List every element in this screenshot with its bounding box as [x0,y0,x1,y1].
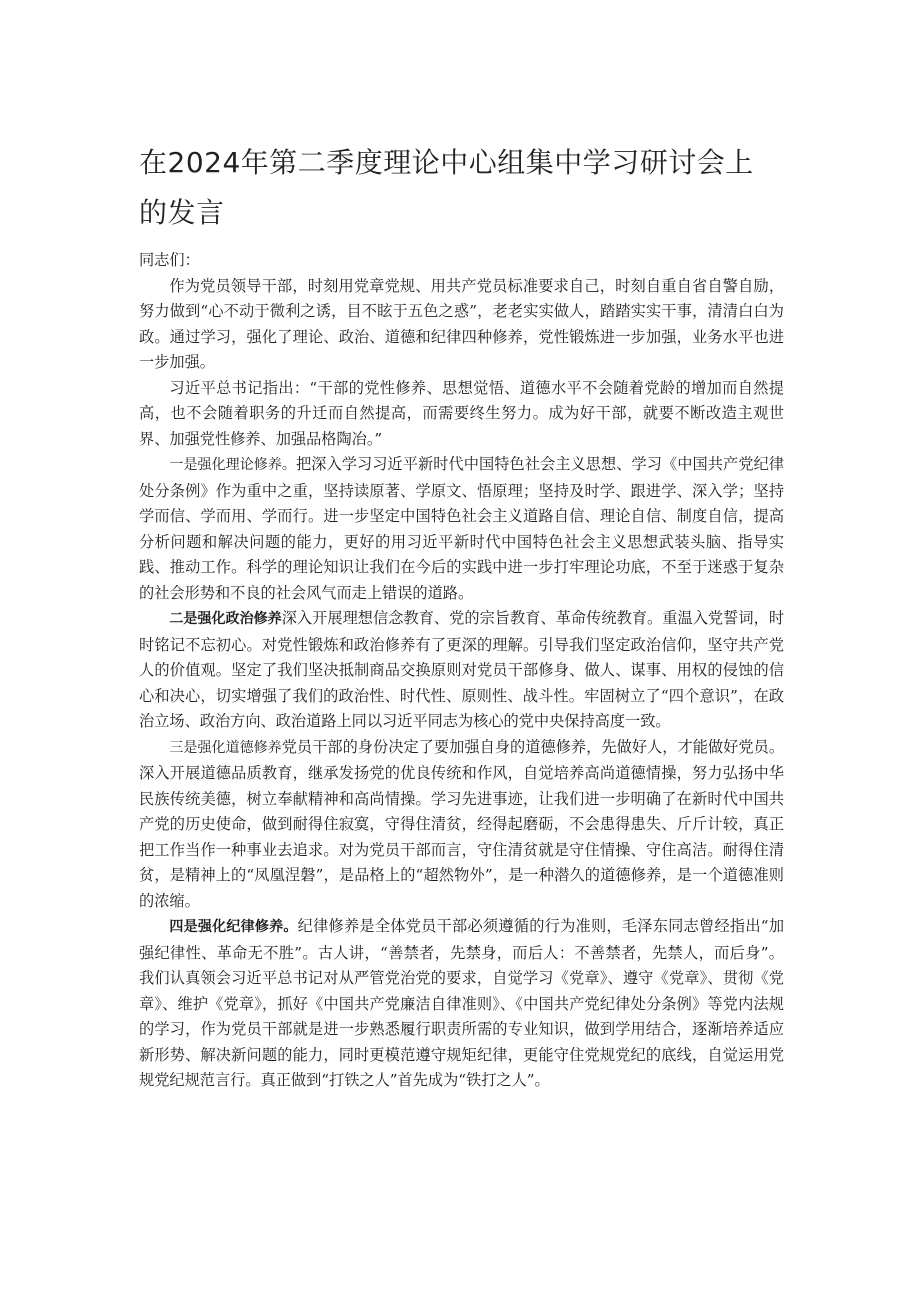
paragraph-theory [139,452,784,606]
paragraph-text: 深入开展理想信念教育、党的宗旨教育、革命传统教育。重温入党誓词，时时铭记不忘初心。对党性锻炼和政治修养有了更深的理解。引导我们坚定政治信仰，坚守共产党人的价值观。坚定了我们坚决抵制商品交换原则对党员干部修身、做人、谋事、用权的侵蚀的信心和决心，切实增强了我们的政治性、时代性、原则性、战斗性。牢固树立了“四个意识”，在政治立场、政治方向、政治道路上同以习近平同志为核心的党中央保持高度一致。 [139,609,785,730]
paragraph-morality [139,735,784,915]
paragraph-quote [139,376,784,453]
document-title: 在2024年第二季度理论中心组集中学习研讨会上的发言 [139,146,754,229]
salutation: 同志们： [139,251,200,269]
paragraph-discipline [139,914,784,1094]
paragraph-lead: 四是强化纪律修养。 [169,919,298,935]
paragraph-text: 习近平总书记指出：“干部的党性修养、思想觉悟、道德水平不会随着党龄的增加而自然提高，也不会随着职务的升迁而自然提高，而需要终生努力。成为好干部，就要不断改造主观世界、加强党性修养、加强品格陶冶。” [139,378,784,448]
paragraph-politics [139,606,784,735]
paragraph-text: 作为党员领导干部，时刻用党章党规、用共产党员标准要求自己，时刻自重自省自警自励，努力做到“心不动于微利之诱，目不眩于五色之惑”，老老实实做人，踏踏实实干事，清清白白为政。通过学习，强化了理论、政治、道德和纪律四种修养，党性锻炼进一步加强，业务水平也进一步加强。 [139,276,784,371]
paragraph-lead: 一是强化理论修养。 [169,457,296,473]
paragraph-lead: 二是强化政治修养 [169,611,282,627]
document-body [139,248,784,1094]
paragraph-lead: 三是强化道德修养 [169,739,282,756]
paragraph-text: 纪律修养是全体党员干部必须遵循的行为准则，毛泽东同志曾经指出“加强纪律性、革命无不胜”。古人讲，“善禁者，先禁身，而后人：不善禁者，先禁人，而后身”。我们认真领会习近平总书记对从严管党治党的要求，自觉学习《党章》、遵守《党章》、贯彻《党章》、维护《党章》，抓好《中国共产党廉洁自律准则》、《中国共产党纪律处分条例》等党内法规的学习，作为党员干部就是进一步熟悉履行职责所需的专业知识，做到学用结合，逐渐培养适应新形势、解决新问题的能力，同时更模范遵守规矩纪律，更能守住党规党纪的底线，自觉运用党规党纪规范言行。真正做到“打铁之人”首先成为“铁打之人”。 [139,917,785,1089]
paragraph-intro [139,274,784,376]
paragraph-text: 党员干部的身份决定了要加强自身的道德修养，先做好人，才能做好党员。深入开展道德品质教育，继承发扬党的优良传统和作风，自觉培养高尚道德情操，努力弘扬中华民族传统美德，树立奉献精神和高尚情操。学习先进事迹，让我们进一步明确了在新时代中国共产党的历史使命，做到耐得住寂寞，守得住清贫，经得起磨砺，不会患得患失、斤斤计较，真正把工作当作一种事业去追求。对为党员干部而言，守住清贫就是守住情操、守住高洁。耐得住清贫，是精神上的“凤凰涅磐”，是品格上的“超然物外”，是一种潜久的道德修养，是一个道德准则的浓缩。 [139,737,785,910]
paragraph-text: 把深入学习习近平新时代中国特色社会主义思想、学习《中国共产党纪律处分条例》作为重中之重，坚持读原著、学原文、悟原理；坚持及时学、跟进学、深入学；坚持学而信、学而用、学而行。进一步坚定中国特色社会主义道路自信、理论自信、制度自信，提高分析问题和解决问题的能力，更好的用习近平新时代中国特色社会主义思想武装头脑、指导实践、推动工作。科学的理论知识让我们在今后的实践中进一步打牢理论功底，不至于迷惑于复杂的社会形势和不良的社会风气而走上错误的道路。 [139,455,785,602]
